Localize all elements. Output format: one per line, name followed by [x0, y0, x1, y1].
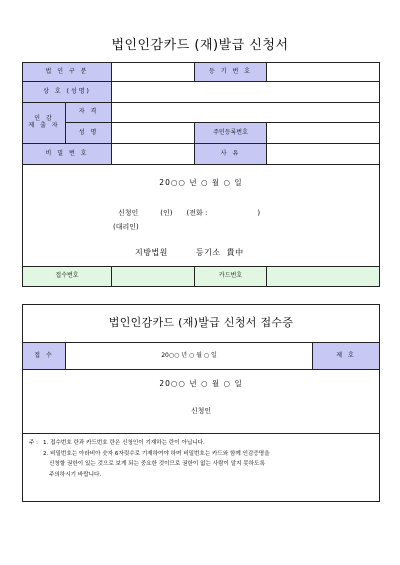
application-date: 20○○ 년 ○ 월 ○ 일	[159, 178, 243, 187]
note-item-2-cont-2: 주의하시기 바랍니다.	[49, 471, 102, 478]
receipt-date: 20○○ 년 ○ 월 ○ 일	[66, 343, 313, 370]
note-item-2-cont-1: 신청할 권한이 있는 것으로 보게 되는 중요한 것이므로 권한이 없는 사람이 알지 못하도록	[49, 461, 265, 468]
name-field[interactable]	[112, 123, 195, 144]
resident-no-label: 주민등록번호	[195, 123, 267, 144]
receipt-label: 접 수	[23, 343, 66, 370]
notes-section	[23, 434, 380, 502]
application-form	[22, 62, 380, 287]
receipt-form	[22, 304, 380, 502]
form-title: 법인인감카드 (재)발급 신청서	[111, 38, 289, 53]
reason-label: 사 유	[195, 144, 267, 165]
trade-name-label: 상 호 (성명)	[23, 82, 112, 103]
name-label: 성 명	[66, 123, 112, 144]
note-item-1: 1. 접수번호 란과 카드번호 란은 신청인이 기재하는 란이 아닙니다.	[43, 440, 205, 446]
position-label: 자 격	[66, 103, 112, 123]
receipt-title: 법인인감카드 (재)발급 신청서 접수증	[23, 305, 380, 343]
password-label: 비 밀 번 호	[23, 144, 112, 165]
receipt-issue-date: 20○○ 년 ○ 월 ○ 일	[159, 379, 243, 388]
note-item-2: 2. 비밀번호는 아라비아 숫자 6자릿수로 기재하여야 하며 비밀번호는 카드와 함께 인감증명을	[43, 450, 270, 457]
note-key: 주 :	[29, 440, 39, 446]
applicant-line: 신청인 (인) (전화 : )	[118, 209, 261, 217]
card-no-label: 카드번호	[195, 267, 267, 287]
reg-no-label: 등 기 번 호	[195, 63, 267, 82]
corp-type-label: 법 인 구 분	[23, 63, 112, 82]
password-field[interactable]	[112, 144, 195, 165]
reg-no-field[interactable]	[267, 63, 380, 82]
agent-line: (대리인)	[113, 223, 139, 231]
number-label: 제 호	[313, 343, 380, 370]
trade-name-field[interactable]	[112, 82, 380, 103]
receipt-no-label: 접수번호	[23, 267, 112, 287]
receipt-no-field[interactable]	[112, 267, 195, 287]
reason-field[interactable]	[267, 144, 380, 165]
position-field[interactable]	[112, 103, 380, 123]
resident-no-field[interactable]	[267, 123, 380, 144]
card-no-field[interactable]	[267, 267, 380, 287]
corp-type-field[interactable]	[112, 63, 195, 82]
receipt-body	[23, 370, 380, 434]
court-line: 지방법원 등기소 貴中	[135, 248, 244, 257]
receipt-applicant: 신청인	[190, 407, 212, 415]
seal-submitter-label: 인 감 제 출 자	[23, 103, 66, 144]
application-body	[23, 165, 380, 267]
